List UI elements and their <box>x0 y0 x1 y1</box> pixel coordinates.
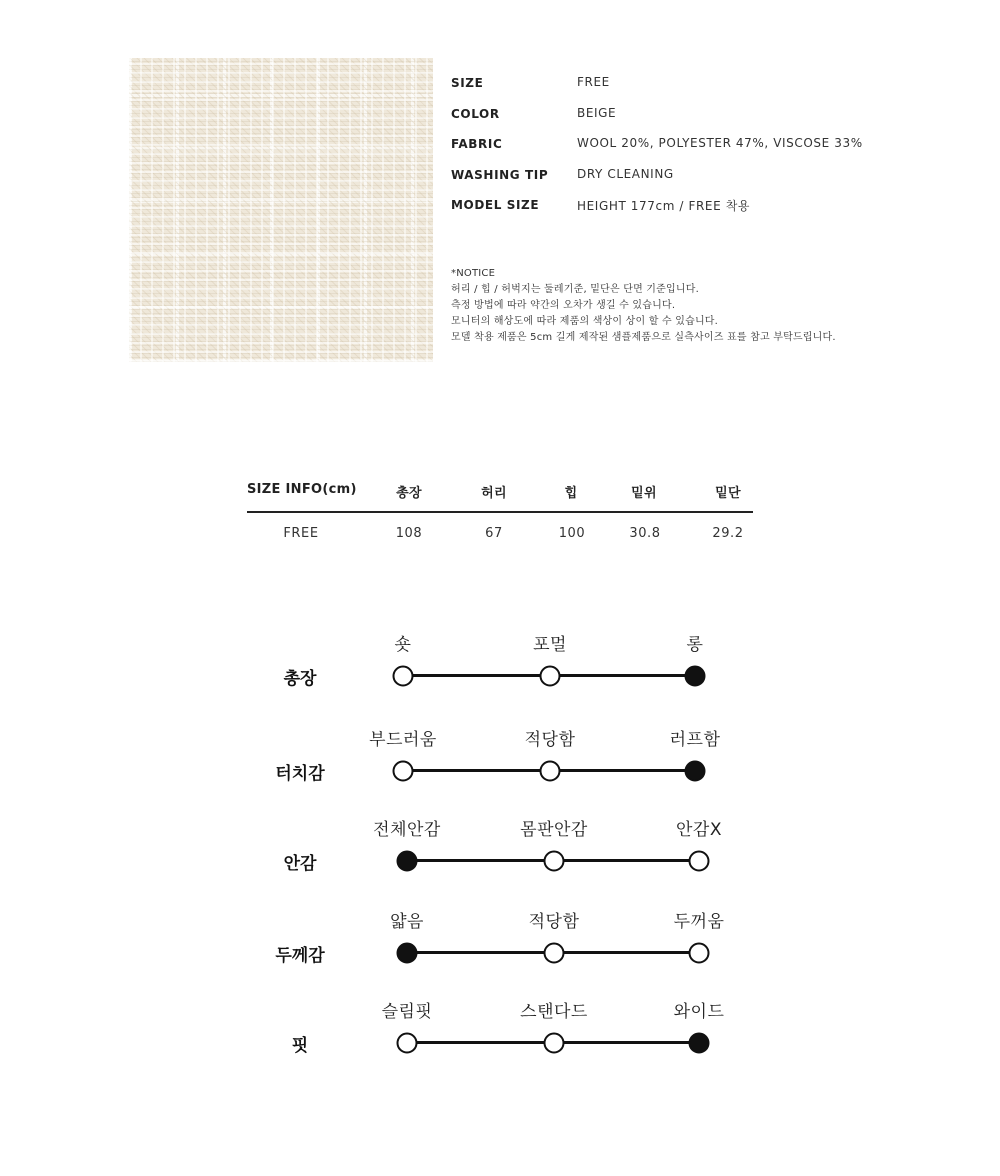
scale-dot <box>397 1032 418 1053</box>
scale-option-label: 두꺼움 <box>673 912 725 932</box>
notice-line: 모델 착용 제품은 5cm 길게 제작된 샘플제품으로 실측사이즈 표를 참고 부탁드립니다. <box>451 332 836 343</box>
scale-row <box>0 907 1000 987</box>
scale-dot <box>393 760 414 781</box>
spec-row-color <box>451 107 891 138</box>
scale-dot-selected <box>685 665 706 686</box>
spec-value: FREE <box>577 75 610 89</box>
table-cell: 30.8 <box>629 526 661 541</box>
scale-dot-selected <box>689 1032 710 1053</box>
scale-option-label: 적당함 <box>528 912 580 932</box>
scale-dot <box>689 942 710 963</box>
table-row <box>247 513 753 543</box>
scale-option-label: 러프함 <box>669 730 721 750</box>
spec-label: COLOR <box>451 106 500 121</box>
spec-value: WOOL 20%, POLYESTER 47%, VISCOSE 33% <box>577 136 863 150</box>
spec-label: WASHING TIP <box>451 167 549 182</box>
table-header-cell: 힙 <box>564 486 578 501</box>
spec-row-size <box>451 76 891 107</box>
table-cell: 100 <box>558 526 586 541</box>
scale-option-label: 스탠다드 <box>520 1002 588 1022</box>
spec-value: DRY CLEANING <box>577 166 674 181</box>
scale-dot-selected <box>397 850 418 871</box>
scale-row <box>0 630 1000 710</box>
scale-dot <box>689 850 710 871</box>
notice-block <box>451 266 951 346</box>
notice-line: 허리 / 힙 / 허벅지는 둘레기준, 밑단은 단면 기준입니다. <box>451 284 699 295</box>
table-header-row <box>247 478 753 513</box>
notice-line: 모니터의 해상도에 따라 제품의 색상이 상이 할 수 있습니다. <box>451 316 719 327</box>
table-cell: 67 <box>485 526 503 541</box>
scale-label: 터치감 <box>275 764 325 784</box>
fabric-swatch-image <box>129 58 433 362</box>
scale-dot <box>544 850 565 871</box>
scale-dot <box>393 665 414 686</box>
scale-option-label: 롱 <box>686 635 704 655</box>
scale-option-label: 적당함 <box>524 730 576 750</box>
table-header-cell: SIZE INFO(cm) <box>247 482 357 497</box>
scale-option-label: 얇음 <box>390 912 424 932</box>
table-header-cell: 총장 <box>396 486 422 501</box>
table-header-cell: 밑위 <box>631 486 657 501</box>
table-header-cell: 허리 <box>481 486 507 501</box>
scale-row <box>0 725 1000 805</box>
scale-dot-selected <box>397 942 418 963</box>
scale-label: 두께감 <box>275 946 325 966</box>
scale-dot <box>544 1032 565 1053</box>
scale-option-label: 포멀 <box>533 635 567 655</box>
spec-row-washing-tip <box>451 168 891 199</box>
scale-option-label: 와이드 <box>673 1002 725 1022</box>
scale-label: 안감 <box>283 854 317 874</box>
scale-dot <box>540 760 561 781</box>
spec-label: SIZE <box>451 76 484 90</box>
scale-label: 총장 <box>283 669 317 689</box>
spec-value: BEIGE <box>577 105 617 120</box>
scale-dot <box>540 665 561 686</box>
notice-title: *NOTICE <box>451 268 496 279</box>
table-cell: 29.2 <box>712 526 744 541</box>
table-header-cell: 밑단 <box>715 486 741 501</box>
scale-option-label: 전체안감 <box>373 820 441 840</box>
product-spec-list <box>451 76 891 229</box>
spec-label: MODEL SIZE <box>451 198 540 212</box>
scale-option-label: 몸판안감 <box>520 820 588 840</box>
scale-row <box>0 815 1000 895</box>
spec-row-model-size <box>451 198 891 229</box>
notice-line: 측정 방법에 따라 약간의 오차가 생길 수 있습니다. <box>451 300 676 311</box>
scale-label: 핏 <box>291 1036 309 1056</box>
table-cell: FREE <box>283 526 319 541</box>
spec-value: HEIGHT 177cm / FREE 착용 <box>577 199 751 213</box>
scale-row <box>0 997 1000 1077</box>
table-cell: 108 <box>395 526 423 541</box>
scale-dot <box>544 942 565 963</box>
scale-option-label: 숏 <box>394 635 412 655</box>
scale-option-label: 부드러움 <box>369 730 437 750</box>
scale-dot-selected <box>685 760 706 781</box>
scale-option-label: 안감X <box>676 820 722 840</box>
scale-option-label: 슬림핏 <box>381 1002 433 1022</box>
spec-label: FABRIC <box>451 137 503 151</box>
spec-row-fabric <box>451 137 891 168</box>
size-info-table <box>247 478 753 543</box>
